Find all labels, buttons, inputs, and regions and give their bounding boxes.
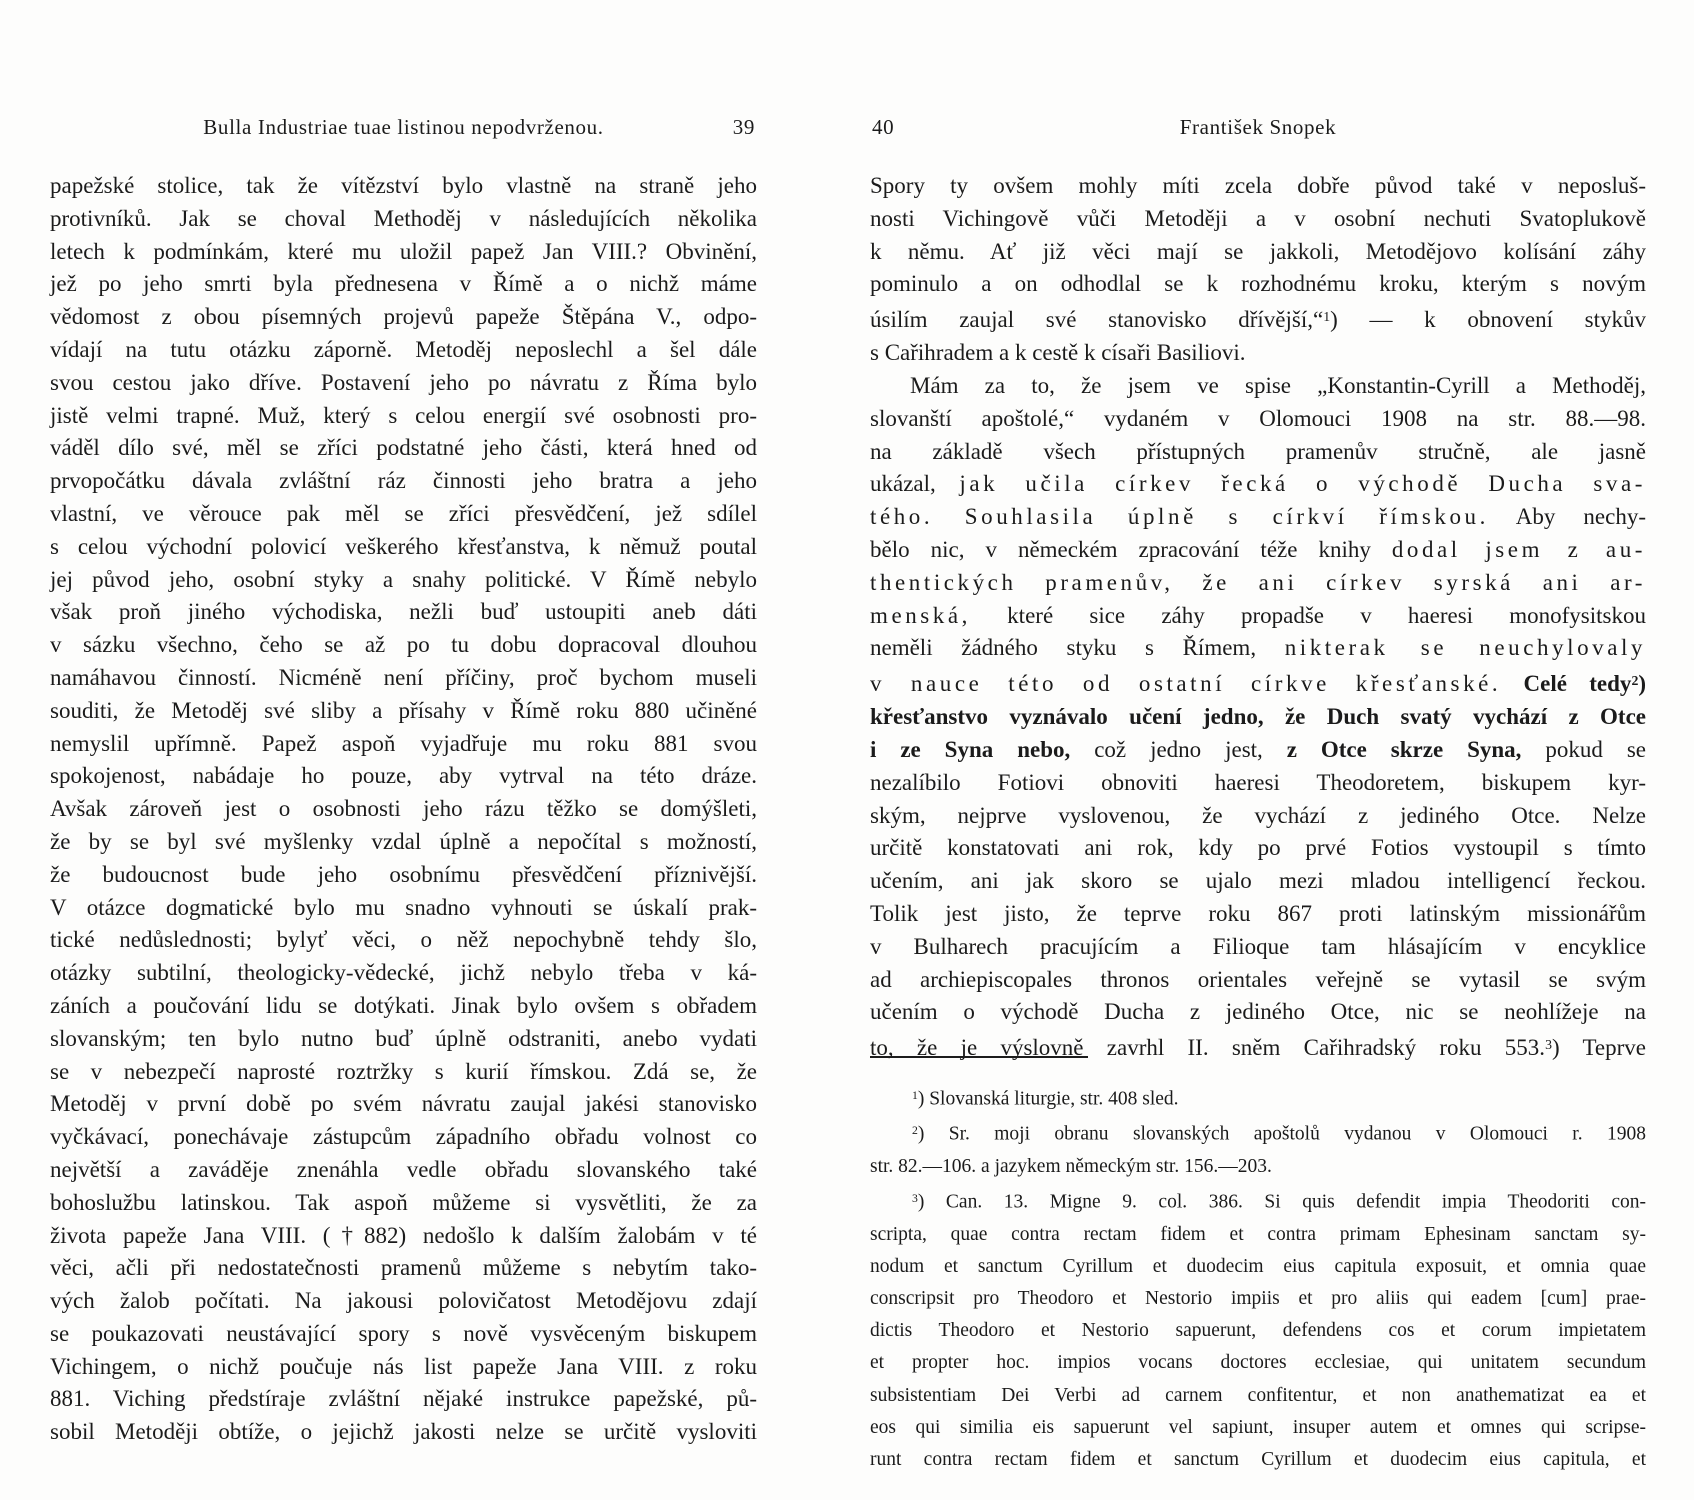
text-line bbox=[870, 1115, 1646, 1150]
text-run: jistě velmi trapné. Muž, který s celou energií své osobnosti pro- bbox=[50, 402, 757, 428]
text-line bbox=[870, 1315, 1646, 1347]
text-run: letech k podmínkám, které mu uložil papež Jan VIII.? Obvinění, bbox=[50, 238, 757, 264]
text-line bbox=[870, 1283, 1646, 1315]
text-run: učením o východě Ducha z jediného Otce, nic se neohlížeje na bbox=[870, 999, 1646, 1025]
text-run: jak učila církev řecká o východě Ducha sva- bbox=[959, 471, 1646, 497]
text-line bbox=[870, 236, 1646, 269]
text-line bbox=[870, 898, 1646, 931]
text-line bbox=[50, 924, 757, 957]
text-run: váděl dílo své, měl se zříci podstatné jeho části, která hned od bbox=[50, 435, 757, 461]
text-line bbox=[50, 1351, 757, 1384]
text-line bbox=[870, 1219, 1646, 1251]
text-line bbox=[50, 531, 757, 564]
text-run: k němu. Ať již věci mají se jakkoli, Metodějovo kolísání záhy bbox=[870, 238, 1646, 264]
text-line bbox=[870, 268, 1646, 301]
text-line bbox=[50, 334, 757, 367]
text-run: vých žalob počítati. Na jakousi polovičatost Metodějovu zdají bbox=[50, 1288, 757, 1314]
text-run: nikterak se neuchylovaly bbox=[1284, 635, 1646, 661]
text-line bbox=[870, 964, 1646, 997]
text-run: V otázce dogmatické bylo mu snadno vyhnouti se úskalí prak- bbox=[50, 894, 757, 920]
text-line bbox=[50, 760, 757, 793]
text-run: 3 bbox=[912, 1192, 918, 1206]
text-run: thentických pramenův, že ani církev syrská ani ar- bbox=[870, 569, 1646, 595]
text-run: v sázku všechno, čeho se až po tu dobu dopracoval dlouhou bbox=[50, 632, 757, 658]
text-run: 1 bbox=[912, 1089, 918, 1102]
text-run: bělo nic, v německém zpracování téže knihy bbox=[870, 536, 1392, 562]
text-run: neměli žádného styku s Římem, bbox=[870, 635, 1285, 661]
text-run: ) — k obnovení stykův bbox=[1330, 307, 1646, 333]
footnote-separator bbox=[870, 1056, 1088, 1058]
text-run: Aby nechy- bbox=[1488, 504, 1646, 530]
text-run: vídají na tutu otázku záporně. Metoděj neposlechl a šel dále bbox=[50, 336, 757, 362]
text-line bbox=[50, 826, 757, 859]
text-run: namáhavou činností. Nicméně není příčiny, proč bychom museli bbox=[50, 664, 757, 690]
text-run: v Bulharech pracujícím a Filioque tam hlásajícím v encyklice bbox=[870, 933, 1646, 959]
text-line bbox=[50, 1187, 757, 1220]
text-run: ) Slovanská liturgie, str. 408 sled. bbox=[917, 1088, 1179, 1110]
text-run: učením, ani jak skoro se ujalo mezi mladou intelligencí řeckou. bbox=[870, 868, 1646, 894]
text-run: se poukazovati neustávající spory s nově vysvěceným biskupem bbox=[50, 1320, 757, 1346]
text-run: svou cestou jako dříve. Postavení jeho po návratu z Říma bylo bbox=[50, 369, 757, 395]
text-run: to, že je výslovně zavrhl II. sněm Cařihradský roku 553. bbox=[870, 1035, 1546, 1061]
text-run: slovanským; ten bylo nutno buď úplně odstraniti, anebo vydati bbox=[50, 1025, 757, 1051]
text-run: sobil Metoději obtíže, o jejichž jakosti nelze se určitě vysloviti bbox=[50, 1419, 757, 1445]
text-run: ukázal, bbox=[870, 471, 960, 497]
left-page-body bbox=[50, 170, 757, 1449]
text-run: s celou východní polovicí veškerého křesťanstva, k němuž poutal bbox=[50, 533, 757, 559]
text-run: dictis Theodoro et Nestorio sapuerunt, defendens cos et corum impietatem bbox=[870, 1320, 1646, 1342]
text-line bbox=[870, 468, 1646, 501]
text-run: s Cařihradem a k cestě k císaři Basiliovi. bbox=[870, 340, 1246, 366]
text-line bbox=[50, 793, 757, 826]
page-right bbox=[870, 0, 1646, 1500]
text-run: ) Sr. moji obranu slovanských apoštolů vydanou v Olomouci r. 1908 bbox=[917, 1123, 1646, 1145]
text-line bbox=[50, 1285, 757, 1318]
text-run: Metoděj v první době po svém návratu zaujal jakési stanovisko bbox=[50, 1091, 757, 1117]
text-run: ) Teprve bbox=[1551, 1035, 1647, 1061]
text-line bbox=[50, 596, 757, 629]
text-line bbox=[50, 728, 757, 761]
text-line bbox=[50, 1056, 757, 1089]
text-run: 2 bbox=[912, 1124, 918, 1138]
text-line bbox=[870, 865, 1646, 898]
text-run: z Otce skrze Syna, bbox=[1286, 736, 1522, 762]
text-line bbox=[50, 892, 757, 925]
text-line bbox=[870, 1444, 1646, 1476]
text-line bbox=[870, 1151, 1646, 1183]
text-line bbox=[870, 436, 1646, 469]
text-line bbox=[50, 432, 757, 465]
text-line bbox=[50, 367, 757, 400]
text-line bbox=[50, 400, 757, 433]
text-run: křesťanstvo vyznávalo učení jedno, že Duch svatý vychází z Otce bbox=[870, 704, 1646, 730]
text-run bbox=[1501, 671, 1523, 696]
text-line bbox=[870, 931, 1646, 964]
text-run: scripta, quae contra rectam fidem et contra primam Ephesinam sanctam sy- bbox=[870, 1223, 1646, 1245]
text-run: vlastní, ve věrouce pak měl se zříci přesvědčení, jež sdílel bbox=[50, 500, 757, 526]
text-run: že by se byl své myšlenky vzdal úplně a nepočítal s možností, bbox=[50, 828, 757, 854]
text-run: tého. Souhlasila úplně s církví římskou. bbox=[870, 504, 1489, 530]
text-line bbox=[870, 701, 1646, 734]
text-line bbox=[870, 567, 1646, 600]
text-run: což jedno jest, bbox=[1070, 736, 1287, 762]
text-line bbox=[50, 1088, 757, 1121]
text-line bbox=[50, 629, 757, 662]
text-line bbox=[50, 662, 757, 695]
text-run: subsistentiam Dei Verbi ad carnem confitentur, et non anathematizat ea et bbox=[870, 1384, 1646, 1406]
text-line bbox=[50, 1121, 757, 1154]
text-line bbox=[50, 859, 757, 892]
text-run: 1 bbox=[1323, 309, 1331, 325]
text-line bbox=[870, 800, 1646, 833]
text-line bbox=[870, 203, 1646, 236]
text-line bbox=[870, 665, 1646, 701]
text-line bbox=[870, 1183, 1646, 1218]
text-run: na základě všech přístupných pramenův stručně, ale jasně bbox=[870, 438, 1646, 464]
text-line bbox=[870, 370, 1646, 403]
left-running-header bbox=[50, 112, 757, 142]
text-line bbox=[50, 170, 757, 203]
text-run: pokud se bbox=[1521, 736, 1646, 762]
text-run: pominulo a on odhodlal se k rozhodnému kroku, kterým s novým bbox=[870, 271, 1646, 297]
text-run: spokojenost, nabádaje ho pouze, aby vytrval na této dráze. bbox=[50, 763, 757, 789]
text-line bbox=[870, 1347, 1646, 1379]
text-run: se v nebezpečí naprosté roztržky s kurií římskou. Zdá se, že bbox=[50, 1058, 757, 1084]
text-run: vyčkávací, ponechávaje zástupcům západního obřadu volnost co bbox=[50, 1124, 757, 1150]
text-line bbox=[870, 337, 1646, 370]
text-line bbox=[50, 695, 757, 728]
text-run: nosti Vichingově vůči Metoději a v osobní nechuti Svatoplukově bbox=[870, 205, 1646, 231]
page-left bbox=[50, 0, 757, 1500]
text-run: největší a zaváděje znenáhla vedle obřadu slovanského také bbox=[50, 1156, 757, 1182]
text-line bbox=[870, 734, 1646, 767]
text-run: věci, ačli při nedostatečnosti pramenů můžeme s nebytím tako- bbox=[50, 1255, 757, 1281]
text-line bbox=[870, 534, 1646, 567]
text-line bbox=[870, 600, 1646, 633]
text-run: záních a poučování lidu se dotýkati. Jinak bylo ovšem s obřadem bbox=[50, 992, 757, 1018]
text-run: v nauce této od ostatní církve křesťanské. bbox=[870, 671, 1502, 697]
text-run: Vichingem, o nichž poučuje nás list papeže Jana VIII. z roku bbox=[50, 1353, 757, 1379]
text-run: Avšak zároveň jest o osobnosti jeho rázu těžko se domýšleti, bbox=[50, 796, 757, 822]
text-line bbox=[50, 1318, 757, 1351]
text-run: Tolik jest jisto, že teprve roku 867 proti latinským missionářům bbox=[870, 900, 1646, 926]
text-line bbox=[50, 564, 757, 597]
text-run: Mám za to, že jsem ve spise „Konstantin-Cyrill a Methoděj, bbox=[910, 372, 1646, 398]
text-run: že budoucnost bude jeho osobnímu přesvědčení příznivější. bbox=[50, 861, 757, 887]
text-line bbox=[870, 767, 1646, 800]
text-run: nodum et sanctum Cyrillum et duodecim eius capitula exposuit, et omnia quae bbox=[870, 1255, 1646, 1277]
text-run: vědomost z obou písemných projevů papeže Štěpána V., odpo- bbox=[50, 304, 757, 330]
text-run: jej původ jeho, osobní styky a snahy politické. V Římě nebylo bbox=[50, 566, 757, 592]
text-run: dodal jsem z au- bbox=[1391, 536, 1646, 562]
text-run: bohoslužbu latinskou. Tak aspoň můžeme si vysvětliti, že za bbox=[50, 1189, 757, 1215]
text-line bbox=[50, 1383, 757, 1416]
text-line bbox=[50, 465, 757, 498]
text-run: papežské stolice, tak že vítězství bylo vlastně na straně jeho bbox=[50, 173, 757, 198]
text-run: menská, bbox=[870, 602, 971, 628]
text-line bbox=[50, 990, 757, 1023]
text-line bbox=[50, 1023, 757, 1056]
text-run: conscripsit pro Theodoro et Nestorio impiis et pro aliis qui eadem [cum] prae- bbox=[870, 1287, 1646, 1309]
right-running-header bbox=[870, 112, 1646, 142]
text-run: eos qui similia eis sapuerunt vel sapiunt, insuper autem et omnes qui scripse- bbox=[870, 1416, 1646, 1438]
left-header-title: Bulla Industriae tuae listinou nepodvrženou. bbox=[203, 115, 604, 139]
text-run: protivníků. Jak se choval Methoděj v následujících několika bbox=[50, 205, 757, 231]
text-run: str. 82.—106. a jazykem německým str. 156.—203. bbox=[870, 1155, 1272, 1177]
text-run: slovanští apoštolé,“ vydaném v Olomouci 1908 na str. 88.—98. bbox=[870, 405, 1646, 431]
text-line bbox=[50, 1416, 757, 1449]
text-line bbox=[870, 632, 1646, 665]
text-run: otázky subtilní, theologicky-vědecké, jichž nebylo třeba v ká- bbox=[50, 960, 757, 986]
text-run: života papeže Jana VIII. (†882) nedošlo k dalším žalobám v té bbox=[50, 1222, 757, 1248]
text-line bbox=[50, 203, 757, 236]
text-line bbox=[50, 498, 757, 531]
text-run: však proň jiného východiska, nežli buď ustoupiti aneb dáti bbox=[50, 599, 757, 625]
text-run: ským, nejprve vyslovenou, že vychází z jediného Otce. Nelze bbox=[870, 802, 1646, 828]
text-line bbox=[870, 1412, 1646, 1444]
text-line bbox=[870, 403, 1646, 436]
text-run: Spory ty ovšem mohly míti zcela dobře původ také v neposluš- bbox=[870, 173, 1646, 198]
text-line bbox=[870, 170, 1646, 203]
text-run: et propter hoc. impios vocans doctores ecclesiae, qui unitatem secundum bbox=[870, 1352, 1646, 1374]
text-run: jež po jeho smrti byla přednesena v Římě a o nichž máme bbox=[50, 271, 757, 297]
text-line bbox=[870, 1080, 1646, 1115]
right-header-title: František Snopek bbox=[1179, 115, 1337, 139]
text-line bbox=[870, 1380, 1646, 1412]
left-page-number: 39 bbox=[732, 115, 755, 139]
text-run: úsilím zaujal své stanovisko dřívější,“ bbox=[870, 307, 1324, 333]
text-run: ) Can. 13. Migne 9. col. 386. Si quis defendit impia Theodoriti con- bbox=[917, 1191, 1646, 1213]
text-line bbox=[870, 1029, 1646, 1065]
text-line bbox=[870, 301, 1646, 337]
text-line bbox=[870, 832, 1646, 865]
text-run: i ze Syna nebo, bbox=[870, 736, 1071, 762]
text-line bbox=[50, 957, 757, 990]
text-run: 881. Viching předstíraje zvláštní nějaké instrukce papežské, pů- bbox=[50, 1386, 757, 1412]
text-run: nezalíbilo Fotiovi obnoviti haeresi Theodoretem, biskupem kyr- bbox=[870, 769, 1646, 795]
text-line bbox=[50, 1154, 757, 1187]
text-line bbox=[870, 501, 1646, 534]
text-run: tické nedůslednosti; bylyť věci, o něž nepochybně tehdy šlo, bbox=[50, 927, 757, 953]
text-line bbox=[870, 1251, 1646, 1283]
text-line bbox=[50, 1220, 757, 1253]
right-page-number: 40 bbox=[872, 115, 895, 139]
text-line bbox=[50, 268, 757, 301]
text-run: 3 bbox=[1545, 1037, 1552, 1053]
text-line bbox=[50, 1252, 757, 1285]
right-page-footnotes bbox=[870, 1080, 1646, 1476]
text-run: určitě konstatovati ani rok, kdy po prvé Fotios vystoupil s tímto bbox=[870, 835, 1646, 861]
text-run: nemyslil upřímně. Papež aspoň vyjadřuje mu roku 881 svou bbox=[50, 730, 757, 756]
text-run: prvopočátku dávala zvláštní ráz činnosti jeho bratra a jeho bbox=[50, 468, 757, 494]
text-line bbox=[50, 301, 757, 334]
text-run: runt contra rectam fidem et sanctum Cyrillum et duodecim eius capitula, et bbox=[870, 1448, 1646, 1470]
text-line bbox=[50, 236, 757, 269]
text-run: ad archiepiscopales thronos orientales veřejně se vytasil se svým bbox=[870, 966, 1646, 992]
text-run: ) bbox=[1638, 671, 1647, 697]
text-run: které sice záhy propadše v haeresi monofysitskou bbox=[970, 602, 1646, 628]
text-line bbox=[870, 996, 1646, 1029]
text-run: souditi, že Metoděj své sliby a přísahy v Římě roku 880 učiněné bbox=[50, 697, 757, 723]
right-page-body bbox=[870, 170, 1646, 1065]
text-run: 2 bbox=[1631, 673, 1639, 689]
text-run: Celé tedy bbox=[1523, 671, 1632, 697]
